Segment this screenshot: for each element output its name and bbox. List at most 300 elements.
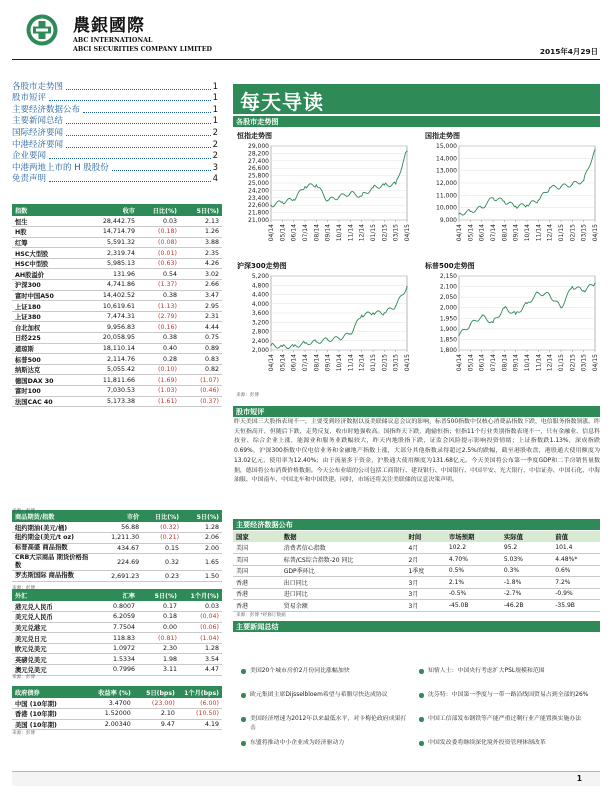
news-bullet-icon bbox=[241, 717, 246, 722]
table-row bbox=[12, 622, 222, 633]
column-header: 市价 bbox=[96, 510, 142, 522]
toc-leader bbox=[49, 181, 211, 182]
news-item[interactable]: 中国工信部发布钢铁等产能严重过剩行业产能置换实施办法 bbox=[428, 716, 582, 722]
cell-value: 香港 bbox=[233, 577, 281, 589]
cell-value: 进口同比 bbox=[281, 588, 406, 600]
x-tick-label: 06/14 bbox=[478, 224, 486, 242]
cell-value: 2.66 bbox=[180, 280, 222, 291]
news-summary bbox=[233, 663, 600, 767]
news-bullet-icon bbox=[419, 741, 424, 746]
cell-value: (1.37) bbox=[138, 280, 180, 291]
cell-value: 18,110.14 bbox=[83, 343, 138, 354]
cell-value: 1.28 bbox=[182, 522, 222, 533]
row-label: 日经225 bbox=[12, 333, 83, 344]
data-point bbox=[327, 339, 328, 340]
cell-value: 2.31 bbox=[180, 311, 222, 322]
data-point bbox=[458, 213, 459, 214]
index-table bbox=[12, 204, 222, 407]
header-divider bbox=[12, 59, 600, 60]
cell-value: 2.10 bbox=[134, 709, 178, 720]
data-point bbox=[293, 199, 294, 200]
row-label: 标普高盛 商品指数 bbox=[12, 543, 96, 554]
toc-item[interactable] bbox=[12, 161, 218, 173]
y-tick-label: 21,800 bbox=[248, 209, 269, 217]
data-point bbox=[316, 184, 317, 185]
x-tick-label: 09/14 bbox=[324, 354, 332, 372]
row-label: 美元兑人民币 bbox=[12, 612, 92, 623]
x-tick-label: 02/15 bbox=[381, 224, 389, 242]
news-item[interactable]: 美国经济增速为2012年以来最低水平，对卡梅伦政府成果打击 bbox=[250, 716, 407, 731]
column-header: 1个月(bps) bbox=[178, 686, 222, 698]
toc-item[interactable] bbox=[12, 80, 218, 92]
cell-value: 3.11 bbox=[138, 665, 180, 676]
data-point bbox=[350, 193, 351, 194]
row-label: HSC大型股 bbox=[12, 248, 83, 259]
data-point bbox=[338, 338, 339, 339]
toc-item-label: 中港两地上市的 H 股股份 bbox=[12, 162, 109, 173]
toc-item[interactable] bbox=[12, 115, 218, 127]
commodity-table bbox=[12, 510, 222, 582]
data-point bbox=[270, 345, 271, 346]
cell-value: (0.16) bbox=[138, 322, 180, 333]
table-row bbox=[12, 543, 222, 554]
toc-item-label: 各股市走势图 bbox=[12, 81, 64, 92]
data-point bbox=[270, 205, 271, 206]
cell-value: (0.37) bbox=[180, 396, 222, 407]
cell-value: 56.88 bbox=[96, 522, 142, 533]
table-row bbox=[12, 364, 222, 375]
cell-value: 14,714.79 bbox=[83, 227, 138, 238]
company-name-english: ABCI SECURITIES COMPANY LIMITED bbox=[73, 46, 212, 53]
cell-value: 11,811.66 bbox=[83, 375, 138, 386]
x-tick-label: 06/14 bbox=[478, 354, 486, 372]
x-tick-label: 12/14 bbox=[546, 354, 554, 372]
cell-value: -0.5% bbox=[446, 588, 501, 600]
column-header: 收市 bbox=[83, 204, 138, 216]
row-label: 纳斯达克 bbox=[12, 364, 83, 375]
news-item[interactable]: 美国20个城市房价2月份同比涨幅加快 bbox=[250, 668, 350, 674]
toc-item-page: 2 bbox=[212, 127, 218, 138]
cell-value: 标普/CS综合指数-20 同比 bbox=[281, 554, 406, 566]
table-row bbox=[12, 643, 222, 654]
cell-value: 香港 bbox=[233, 588, 281, 600]
toc-item-label: 免责声明 bbox=[12, 174, 47, 185]
x-tick-label: 11/14 bbox=[347, 354, 355, 372]
cell-value: (0.01) bbox=[138, 248, 180, 259]
cell-value: 4.26 bbox=[180, 258, 222, 269]
table-row bbox=[12, 248, 222, 259]
row-label: AH股溢价 bbox=[12, 269, 83, 280]
cell-value: 9,956.83 bbox=[83, 322, 138, 333]
x-tick-label: 07/14 bbox=[302, 354, 309, 372]
y-tick-label: 2,150 bbox=[439, 273, 457, 280]
row-label: 德国DAX 30 bbox=[12, 375, 83, 386]
row-label: 富时100 bbox=[12, 386, 83, 397]
cell-value: (2.79) bbox=[138, 311, 180, 322]
cell-value: (0.81) bbox=[138, 633, 180, 644]
y-tick-label: 2,000 bbox=[251, 347, 269, 354]
y-tick-label: 1,900 bbox=[439, 325, 457, 333]
cell-value: 9.47 bbox=[134, 719, 178, 730]
page-number: 1 bbox=[576, 774, 582, 783]
cell-value: -2.7% bbox=[501, 588, 552, 600]
cell-value: 3.54 bbox=[180, 654, 222, 665]
data-point bbox=[538, 292, 539, 293]
data-point bbox=[526, 205, 527, 206]
table-row bbox=[12, 665, 222, 676]
x-tick-label: 09/14 bbox=[512, 354, 520, 372]
toc-item[interactable] bbox=[12, 103, 218, 115]
data-point bbox=[293, 346, 294, 347]
news-item[interactable]: 中国发改委将继续深化境外投资管理体制改革 bbox=[428, 740, 546, 746]
row-label: 美国 (10年期) bbox=[12, 719, 83, 730]
index-charts bbox=[233, 128, 600, 381]
index-source: 来源：彭博 bbox=[12, 509, 35, 514]
table-row bbox=[233, 542, 600, 554]
toc-leader bbox=[66, 89, 211, 90]
x-tick-label: 11/14 bbox=[347, 224, 355, 242]
cell-value: -46.2B bbox=[501, 600, 552, 612]
cell-value: 2.00340 bbox=[83, 719, 133, 730]
column-header: 商品期货/指数 bbox=[12, 510, 96, 522]
cell-value: 102.2 bbox=[446, 542, 501, 554]
column-header: 1个月(%) bbox=[180, 589, 222, 601]
news-item[interactable]: 东盟将推动中小企业成为经济驱动力 bbox=[250, 740, 345, 746]
cell-value: (0.32) bbox=[142, 522, 182, 533]
table-row bbox=[12, 698, 222, 709]
table-row bbox=[12, 633, 222, 644]
data-point bbox=[583, 290, 584, 291]
data-point bbox=[504, 307, 505, 308]
column-header: 日比(%) bbox=[138, 204, 180, 216]
toc-item-label: 国际经济要闻 bbox=[12, 127, 64, 138]
table-row bbox=[12, 612, 222, 623]
row-label: 英磅兑美元 bbox=[12, 654, 92, 665]
x-tick-label: 04/14 bbox=[268, 224, 275, 242]
cell-value: 出口同比 bbox=[281, 577, 406, 589]
data-point bbox=[549, 187, 550, 188]
x-tick-label: 07/14 bbox=[490, 354, 497, 372]
data-point bbox=[515, 206, 516, 207]
x-tick-label: 04/15 bbox=[592, 354, 599, 372]
data-point bbox=[395, 306, 396, 307]
toc-item[interactable] bbox=[12, 150, 218, 162]
data-point bbox=[560, 186, 561, 187]
table-row bbox=[12, 333, 222, 344]
news-item[interactable]: 欧元集团主席Dijsselbloem希望与希腊尽快达成协议 bbox=[250, 692, 388, 698]
x-tick-label: 03/15 bbox=[392, 224, 400, 242]
news-bullet-icon bbox=[419, 693, 424, 698]
table-row bbox=[12, 280, 222, 291]
toc-item-page: 3 bbox=[212, 162, 218, 173]
cell-value: 0.00 bbox=[138, 622, 180, 633]
chart-panel bbox=[237, 131, 411, 241]
cell-value: (0.10) bbox=[138, 364, 180, 375]
toc-leader bbox=[49, 158, 211, 159]
footer-bar bbox=[12, 772, 600, 786]
x-tick-label: 07/14 bbox=[490, 224, 497, 242]
table-row bbox=[12, 522, 222, 533]
row-label: 恒生 bbox=[12, 216, 83, 227]
data-point bbox=[350, 333, 351, 334]
data-point bbox=[560, 307, 561, 308]
row-label: 标普500 bbox=[12, 354, 83, 365]
cell-value: 0.03 bbox=[180, 601, 222, 612]
cell-value: 1.0972 bbox=[92, 643, 138, 654]
y-tick-label: 2,050 bbox=[439, 294, 457, 302]
cell-value: (1.61) bbox=[138, 396, 180, 407]
cell-value: 4.19 bbox=[178, 719, 222, 730]
table-row bbox=[12, 290, 222, 301]
cell-value: (23.00) bbox=[134, 698, 178, 709]
x-tick-label: 04/14 bbox=[456, 224, 463, 242]
y-tick-label: 1,800 bbox=[439, 347, 457, 354]
cell-value: 0.8007 bbox=[92, 601, 138, 612]
report-date: 2015年4月29日 bbox=[539, 47, 598, 56]
data-point bbox=[572, 286, 573, 287]
table-row bbox=[12, 343, 222, 354]
data-point bbox=[538, 200, 539, 201]
table-row bbox=[12, 227, 222, 238]
cell-value: (1.69) bbox=[138, 375, 180, 386]
page-title: 每天导读 bbox=[240, 90, 324, 114]
x-tick-label: 05/14 bbox=[279, 354, 287, 372]
data-point bbox=[549, 294, 550, 295]
table-row bbox=[12, 554, 222, 571]
cell-value: 3.88 bbox=[180, 237, 222, 248]
x-tick-label: 10/14 bbox=[336, 224, 343, 242]
data-point bbox=[406, 151, 407, 152]
table-row bbox=[12, 601, 222, 612]
column-header: 5日(%) bbox=[182, 510, 222, 522]
cell-value: 美国 bbox=[233, 542, 281, 554]
y-tick-label: 25,800 bbox=[248, 172, 269, 180]
row-label: 罗杰斯国际 商品指数 bbox=[12, 571, 96, 582]
cell-value: 434.67 bbox=[96, 543, 142, 554]
table-row bbox=[233, 600, 600, 612]
column-header: 5日(%) bbox=[138, 589, 180, 601]
data-point bbox=[316, 341, 317, 342]
y-tick-label: 2,100 bbox=[439, 283, 457, 291]
toc-item-label: 股市短评 bbox=[12, 93, 47, 104]
x-tick-label: 03/15 bbox=[580, 354, 588, 372]
table-row bbox=[12, 258, 222, 269]
cell-value: 2,319.74 bbox=[83, 248, 138, 259]
x-tick-label: 03/15 bbox=[580, 224, 588, 242]
cell-value: 7,030.53 bbox=[83, 386, 138, 397]
table-row bbox=[12, 216, 222, 227]
row-label: H股 bbox=[12, 227, 83, 238]
toc-item-page: 2 bbox=[212, 139, 218, 150]
y-tick-label: 25,000 bbox=[248, 180, 269, 187]
cell-value: (0.06) bbox=[180, 622, 222, 633]
commentary-section-header: 股市短评 bbox=[233, 406, 600, 417]
chart-title: 标普500走势图 bbox=[425, 262, 475, 270]
cell-value: 7.2% bbox=[552, 577, 600, 589]
fx-table bbox=[12, 589, 222, 676]
data-point bbox=[395, 183, 396, 184]
data-point bbox=[372, 312, 373, 313]
econ-source: 来源：彭博 *经修订数据 bbox=[236, 613, 286, 618]
toc-item-page: 1 bbox=[212, 81, 218, 92]
row-label: 台北加权 bbox=[12, 322, 83, 333]
cell-value: 20,058.95 bbox=[83, 333, 138, 344]
cell-value: 0.3% bbox=[501, 565, 552, 577]
data-point bbox=[470, 324, 471, 325]
row-label: 香港 (10年期) bbox=[12, 709, 83, 720]
cell-value: 0.38 bbox=[138, 290, 180, 301]
data-point bbox=[481, 316, 482, 317]
y-tick-label: 4,000 bbox=[251, 300, 269, 308]
row-label: 法国CAC 40 bbox=[12, 396, 83, 407]
cell-value: 7,474.31 bbox=[83, 311, 138, 322]
y-tick-label: 13,000 bbox=[436, 167, 457, 175]
fx-source: 来源：彭博 bbox=[12, 675, 35, 680]
cell-value: 1.50 bbox=[182, 571, 222, 582]
toc-item[interactable] bbox=[12, 92, 218, 104]
x-tick-label: 04/14 bbox=[456, 354, 463, 372]
cell-value: 2.1% bbox=[446, 577, 501, 589]
toc-item[interactable] bbox=[12, 126, 218, 138]
cell-value: 4.47 bbox=[180, 665, 222, 676]
data-point bbox=[282, 346, 283, 347]
data-point bbox=[384, 312, 385, 313]
column-header: 5日(bps) bbox=[134, 686, 178, 698]
x-tick-label: 10/14 bbox=[524, 354, 531, 372]
toc-item[interactable] bbox=[12, 173, 218, 185]
cell-value: 2.30 bbox=[138, 643, 180, 654]
cell-value: (1.04) bbox=[180, 633, 222, 644]
x-tick-label: 01/15 bbox=[558, 224, 565, 242]
row-label: 美元兑日元 bbox=[12, 633, 92, 644]
cell-value: 1.98 bbox=[138, 654, 180, 665]
cell-value: 0.17 bbox=[138, 601, 180, 612]
toc-leader bbox=[112, 170, 211, 171]
y-tick-label: 23,400 bbox=[248, 194, 269, 202]
x-tick-label: 03/15 bbox=[392, 354, 400, 372]
y-tick-label: 11,000 bbox=[436, 192, 457, 200]
cell-value: 10,619.61 bbox=[83, 301, 138, 312]
y-tick-label: 4,800 bbox=[251, 282, 269, 290]
y-tick-label: 3,200 bbox=[251, 319, 269, 327]
x-tick-label: 01/15 bbox=[370, 224, 377, 242]
cell-value: 3.4700 bbox=[83, 698, 133, 709]
table-row bbox=[233, 577, 600, 589]
cell-value: 4.48%* bbox=[552, 554, 600, 566]
data-point bbox=[361, 195, 362, 196]
cell-value: 7.7504 bbox=[92, 622, 138, 633]
cell-value: 0.23 bbox=[142, 571, 182, 582]
cell-value: 0.54 bbox=[138, 269, 180, 280]
news-bullet-icon bbox=[419, 669, 424, 674]
column-header: 市场预期 bbox=[446, 531, 501, 542]
toc-item[interactable] bbox=[12, 138, 218, 150]
column-header: 收益率 (%) bbox=[83, 686, 133, 698]
cell-value: 香港 bbox=[233, 600, 281, 612]
chart-panel bbox=[424, 261, 599, 371]
y-tick-label: 22,600 bbox=[248, 202, 269, 210]
cell-value: 14,402.52 bbox=[83, 290, 138, 301]
news-item[interactable]: 知情人士：中国央行考虑扩大PSL规模和范围 bbox=[428, 668, 545, 674]
cell-value: 3.02 bbox=[180, 269, 222, 280]
cell-value: (1.03) bbox=[138, 386, 180, 397]
cell-value: 2,114.76 bbox=[83, 354, 138, 365]
x-tick-label: 10/14 bbox=[524, 224, 531, 242]
x-tick-label: 12/14 bbox=[546, 224, 554, 242]
econ-data-table bbox=[233, 531, 600, 612]
table-row bbox=[12, 375, 222, 386]
charts-section-header: 各股市走势图 bbox=[233, 116, 600, 127]
cell-value: (0.63) bbox=[138, 258, 180, 269]
y-tick-label: 9,000 bbox=[439, 217, 457, 224]
cell-value: 0.7996 bbox=[92, 665, 138, 676]
cell-value: 0.38 bbox=[138, 333, 180, 344]
series-line bbox=[271, 287, 407, 349]
toc-leader bbox=[66, 147, 211, 148]
column-header: 时间 bbox=[405, 531, 445, 542]
data-point bbox=[504, 201, 505, 202]
cell-value: 4.70% bbox=[446, 554, 501, 566]
table-row bbox=[12, 354, 222, 365]
cell-value: 1,211.30 bbox=[96, 533, 142, 544]
cell-value: 1.5334 bbox=[92, 654, 138, 665]
data-point bbox=[304, 186, 305, 187]
column-header: 政府债券 bbox=[12, 686, 83, 698]
y-tick-label: 24,200 bbox=[248, 187, 269, 195]
toc-leader bbox=[66, 123, 211, 124]
cell-value: (0.21) bbox=[142, 533, 182, 544]
column-header: 日比(%) bbox=[142, 510, 182, 522]
data-point bbox=[526, 303, 527, 304]
table-row bbox=[12, 533, 222, 544]
cell-value: 2.00 bbox=[182, 543, 222, 554]
y-tick-label: 10,000 bbox=[436, 204, 457, 212]
bank-name-english: ABC INTERNATIONAL bbox=[73, 37, 153, 44]
row-label: 沪深300 bbox=[12, 280, 83, 291]
table-of-contents bbox=[12, 80, 218, 184]
cell-value: 消费者信心指数 bbox=[281, 542, 406, 554]
cell-value: 0.18 bbox=[138, 612, 180, 623]
x-tick-label: 02/15 bbox=[569, 354, 577, 372]
cell-value: (0.04) bbox=[180, 612, 222, 623]
column-header: 前值 bbox=[552, 531, 600, 542]
cell-value: 5,055.42 bbox=[83, 364, 138, 375]
cell-value: 0.89 bbox=[180, 343, 222, 354]
cell-value: GDP季环比 bbox=[281, 565, 406, 577]
chart-panel bbox=[237, 261, 411, 371]
toc-item-page: 1 bbox=[212, 93, 218, 104]
x-tick-label: 12/14 bbox=[358, 354, 366, 372]
news-item[interactable]: 沈芬特：中国第一季度与一带一路沿线国贸易占到全部的26% bbox=[428, 692, 589, 698]
x-tick-label: 08/14 bbox=[313, 354, 321, 372]
cell-value: 5.03% bbox=[501, 554, 552, 566]
cell-value: 6.2059 bbox=[92, 612, 138, 623]
y-tick-label: 1,950 bbox=[439, 315, 457, 323]
plot-area bbox=[459, 276, 595, 350]
toc-leader bbox=[66, 135, 211, 136]
cell-value: (1.07) bbox=[180, 375, 222, 386]
cell-value: 3月 bbox=[405, 600, 445, 612]
data-point bbox=[304, 343, 305, 344]
cell-value: 131.96 bbox=[83, 269, 138, 280]
y-tick-label: 2,400 bbox=[251, 337, 269, 345]
chart-title: 恒指走势图 bbox=[237, 132, 272, 140]
x-tick-label: 01/15 bbox=[370, 354, 377, 372]
data-point bbox=[470, 211, 471, 212]
y-tick-label: 29,000 bbox=[248, 143, 269, 150]
cell-value: 0.40 bbox=[138, 343, 180, 354]
bond-source: 来源：彭博 bbox=[12, 731, 35, 736]
